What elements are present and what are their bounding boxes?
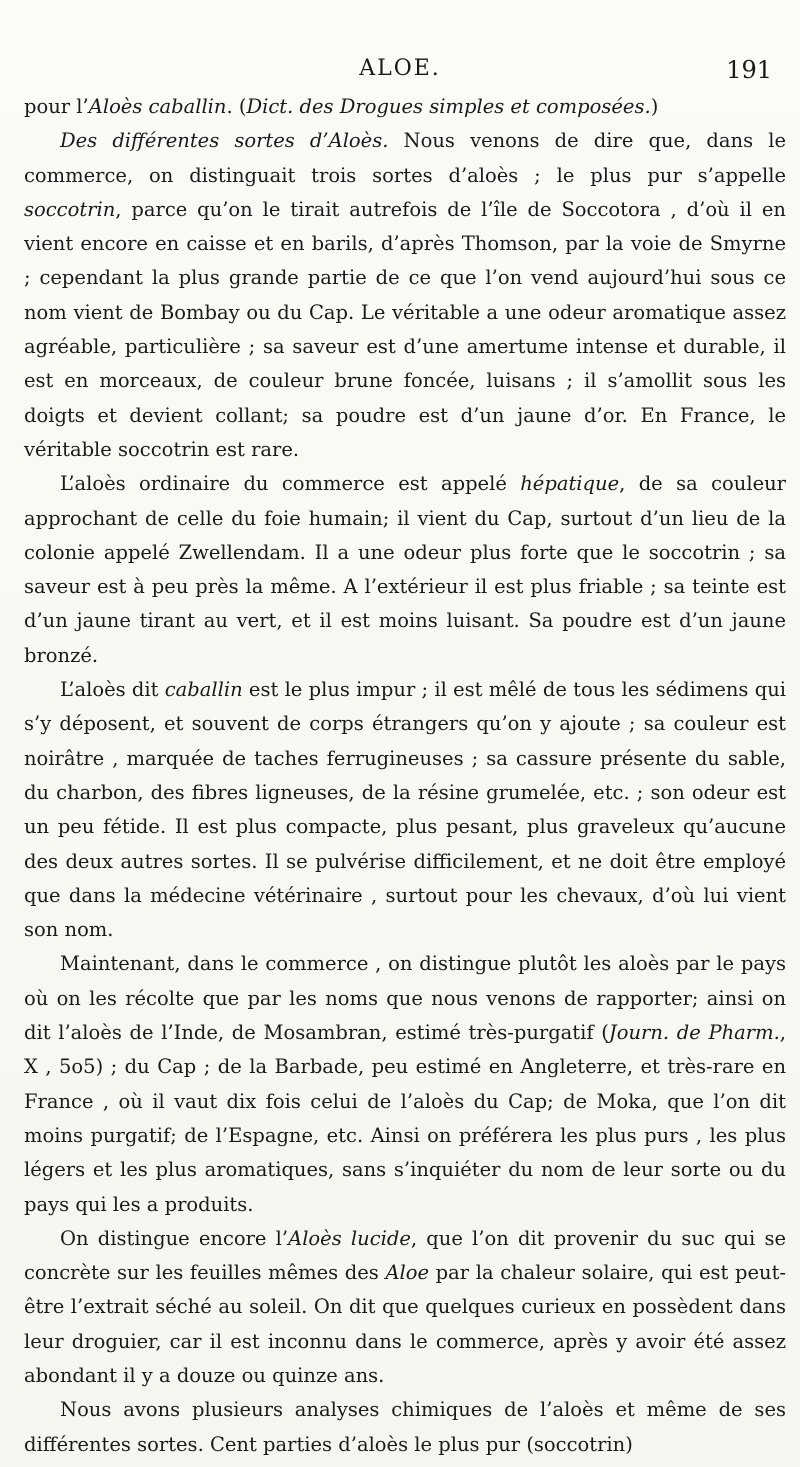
body-text	[24, 90, 786, 1462]
paragraph	[24, 673, 786, 947]
text-run: . (	[226, 95, 247, 118]
text-run: L’aloès ordinaire du commerce est appelé	[60, 472, 521, 496]
text-run: Maintenant, dans le commerce , on distingue plutôt les aloès par le pays où on les récolte que par les noms que nous venons de rapporter; ainsi on dit l’aloès de l’Inde, de Mosambran, estimé très-purgatif (	[24, 952, 786, 1045]
text-run: , X , 5o5) ; du Cap ; de la Barbade, peu estimé en Angleterre, et très-rare en France , où il vaut dix fois celui de l’aloès du Cap; de Moka, que l’on dit moins purgatif; de l’Espagne, etc. Ainsi on préférera les plus purs , les plus légers et les plus aromatiques, sans s’inquiéter du nom de leur sorte ou du pays qui les a produits.	[24, 1021, 786, 1216]
text-run: , parce qu’on le tirait autrefois de l’île de Soccotora , d’où il en vient encore en caisse et en barils, d’après Thomson, par la voie de Smyrne ; cependant la plus grande partie de ce que l’on vend aujourd’hui sous ce nom vient de Bombay ou du Cap. Le véritable a une odeur aromatique assez agréable, particulière ; sa saveur est d’une amertume intense et durable, il est en morceaux, de couleur brune foncée, luisans ; il s’amollit sous les doigts et devient collant; sa poudre est d’un jaune d’or. En France, le véritable soccotrin est rare.	[24, 197, 786, 461]
text-run: On distingue encore l’	[60, 1226, 289, 1250]
paragraph	[24, 467, 786, 673]
italic-run: soccotrin	[24, 197, 116, 221]
text-run: est le plus impur ; il est mêlé de tous les sédimens qui s’y déposent, et souvent de corps étrangers qu’on y ajoute ; sa couleur est noirâtre , marquée de taches ferrugineuses ; sa cassure présente du sable, du charbon, des fibres ligneuses, de la résine grumelée, etc. ; son odeur est un peu fétide. Il est plus compacte, plus pesant, plus graveleux qu’aucune des deux autres sortes. Il se pulvérise difficilement, et ne doit être employé que dans la médecine vétérinaire , surtout pour les chevaux, d’où lui vient son nom.	[24, 678, 786, 942]
text-run: )	[650, 95, 659, 118]
italic-run: caballin	[164, 678, 243, 702]
page-header	[0, 52, 800, 86]
paragraph	[24, 124, 786, 467]
italic-run: Des différentes sortes d’Aloès.	[60, 129, 389, 153]
text-run: , de sa couleur approchant de celle du foie humain; il vient du Cap, surtout d’un lieu de la colonie appelé Zwellendam. Il a une odeur plus forte que le soccotrin ; sa saveur est à peu près la même. A l’extérieur il est plus friable ; sa teinte est d’un jaune tirant au vert, et il est moins luisant. Sa poudre est d’un jaune bronzé.	[24, 472, 786, 667]
italic-run: Journ. de Pharm.	[608, 1021, 780, 1045]
text-run: Nous avons plusieurs analyses chimiques de l’aloès et même de ses différentes sortes. Cent parties d’aloès le plus pur (soccotrin)	[24, 1398, 786, 1456]
text-run: L’aloès dit	[60, 678, 165, 702]
italic-run: Aloès lucide	[288, 1226, 411, 1250]
italic-run: Aloès caballin	[88, 95, 227, 118]
running-title: ALOE.	[359, 56, 441, 81]
italic-run: Aloe	[385, 1261, 430, 1285]
paragraph	[24, 1393, 786, 1462]
paragraph	[24, 947, 786, 1221]
paragraph	[24, 90, 786, 124]
text-run: , que l’on dit provenir du suc qui se concrète sur les feuilles mêmes des	[24, 1226, 787, 1285]
italic-run: Dict. des Drogues simples et composées.	[246, 95, 651, 118]
text-run: Nous venons de dire que, dans le commerce, on distinguait trois sortes d’aloès ; le plus pur s’appelle	[24, 129, 787, 187]
italic-run: hépatique	[520, 472, 620, 496]
paragraph	[24, 1222, 786, 1393]
page-number: 191	[726, 56, 772, 84]
text-run: par la chaleur solaire, qui est peut-être l’extrait séché au soleil. On dit que quelques curieux en possèdent dans leur droguier, car il est inconnu dans le commerce, après y avoir été assez abondant il y a douze ou quinze ans.	[24, 1261, 786, 1387]
text-run: pour l’	[24, 95, 89, 118]
